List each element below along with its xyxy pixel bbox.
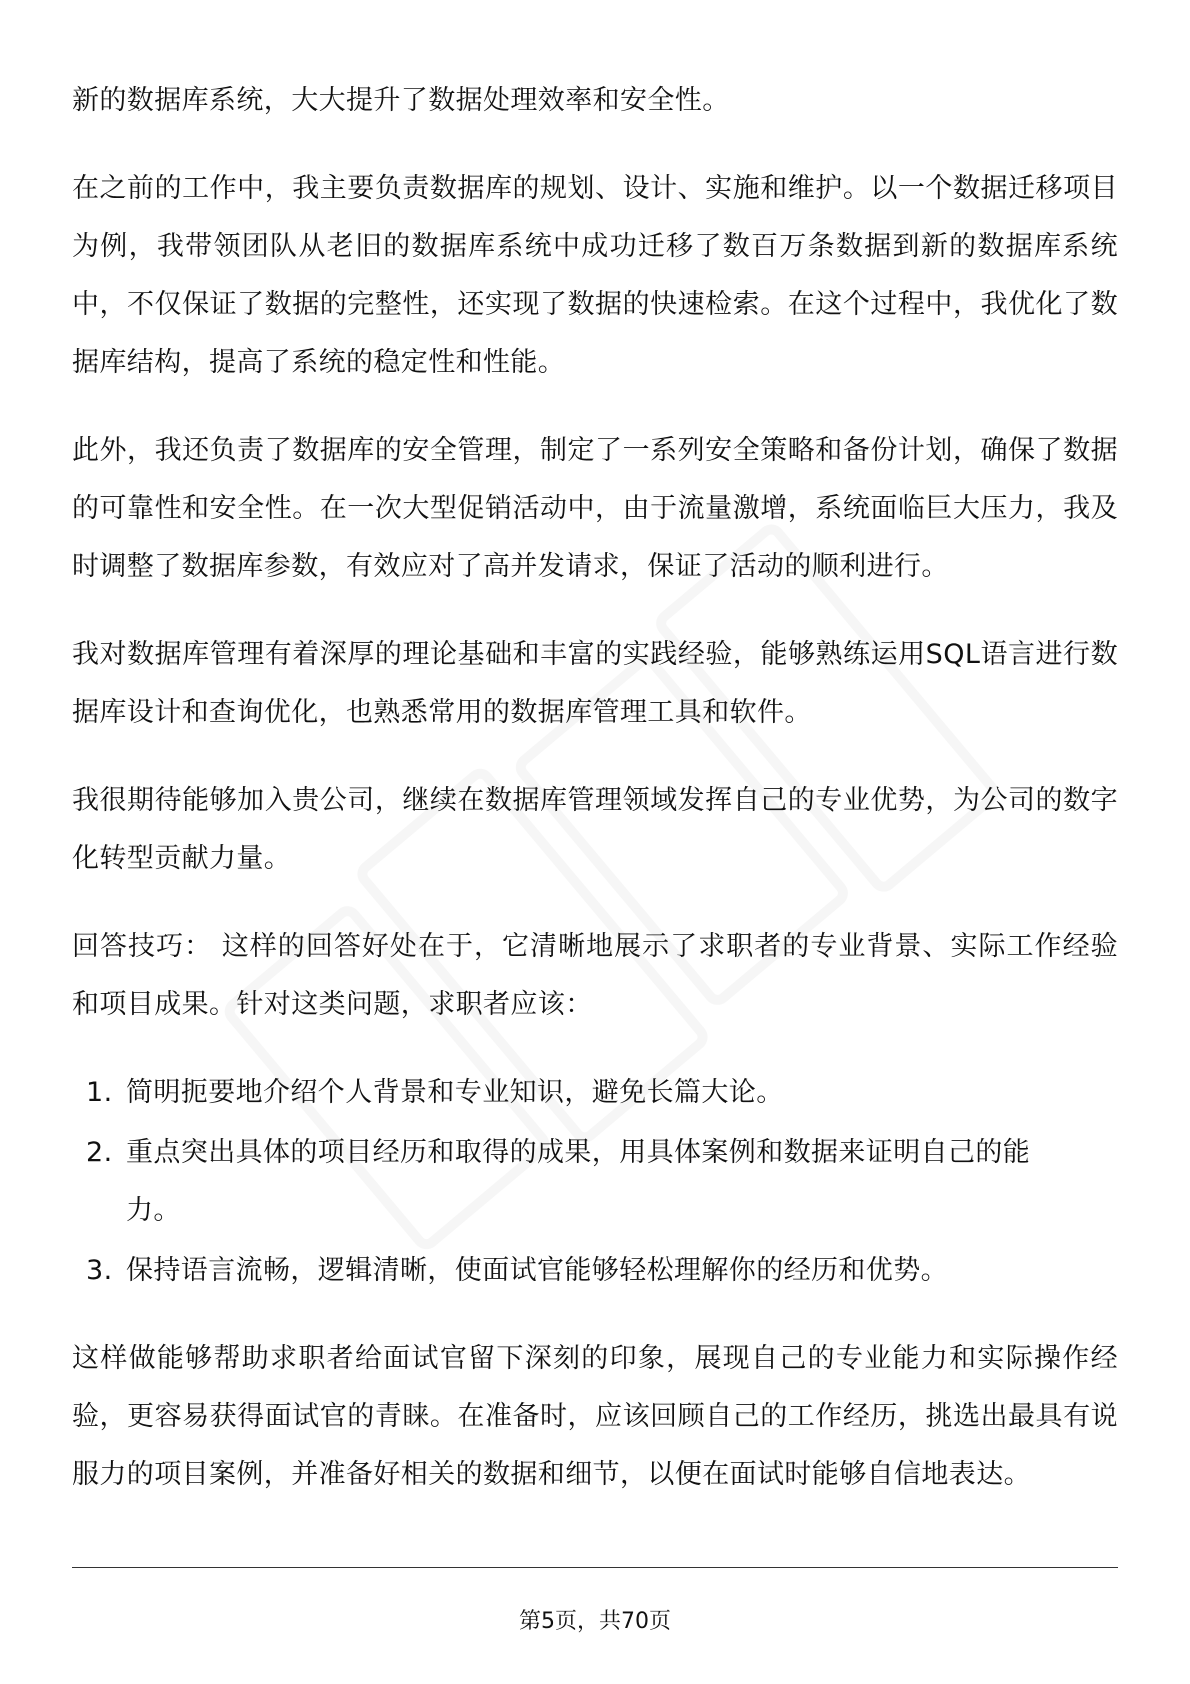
- list-text: 保持语言流畅，逻辑清晰，使面试官能够轻松理解你的经历和优势。: [126, 1255, 948, 1286]
- tips-list: [72, 1064, 1118, 1300]
- paragraph-skills: 我对数据库管理有着深厚的理论基础和丰富的实践经验，能够熟练运用SQL语言进行数据库设计和查询优化，也熟悉常用的数据库管理工具和软件。: [72, 639, 1118, 728]
- paragraph-security: 此外，我还负责了数据库的安全管理，制定了一系列安全策略和备份计划，确保了数据的可靠性和安全性。在一次大型促销活动中，由于流量激增，系统面临巨大压力，我及时调整了数据库参数，有效应对了高并发请求，保证了活动的顺利进行。: [72, 435, 1118, 582]
- list-text: 简明扼要地介绍个人背景和专业知识，避免长篇大论。: [126, 1077, 784, 1108]
- paragraph-motivation: 我很期待能够加入贵公司，继续在数据库管理领域发挥自己的专业优势，为公司的数字化转型贡献力量。: [72, 785, 1118, 874]
- list-number: 3.: [86, 1255, 113, 1286]
- footer-divider: [72, 1567, 1118, 1568]
- list-text: 重点突出具体的项目经历和取得的成果，用具体案例和数据来证明自己的能力。: [126, 1137, 1031, 1226]
- paragraph-intro: 新的数据库系统，大大提升了数据处理效率和安全性。: [72, 85, 730, 116]
- paragraph-closing: 这样做能够帮助求职者给面试官留下深刻的印象，展现自己的专业能力和实际操作经验，更容易获得面试官的青睐。在准备时，应该回顾自己的工作经历，挑选出最具有说服力的项目案例，并准备好相关的数据和细节，以便在面试时能够自信地表达。: [72, 1343, 1118, 1490]
- list-item: [72, 1242, 1118, 1300]
- list-item: [72, 1064, 1118, 1122]
- page-number: 第5页，共70页: [519, 1609, 671, 1634]
- paragraph-experience: 在之前的工作中，我主要负责数据库的规划、设计、实施和维护。以一个数据迁移项目为例，我带领团队从老旧的数据库系统中成功迁移了数百万条数据到新的数据库系统中，不仅保证了数据的完整性，还实现了数据的快速检索。在这个过程中，我优化了数据库结构，提高了系统的稳定性和性能。: [72, 173, 1118, 378]
- document-body: [72, 72, 1118, 1534]
- list-item: [72, 1124, 1118, 1240]
- paragraph-tips: 回答技巧： 这样的回答好处在于，它清晰地展示了求职者的专业背景、实际工作经验和项目成果。针对这类问题，求职者应该：: [72, 931, 1118, 1020]
- list-number: 2.: [86, 1137, 113, 1168]
- list-number: 1.: [86, 1077, 113, 1108]
